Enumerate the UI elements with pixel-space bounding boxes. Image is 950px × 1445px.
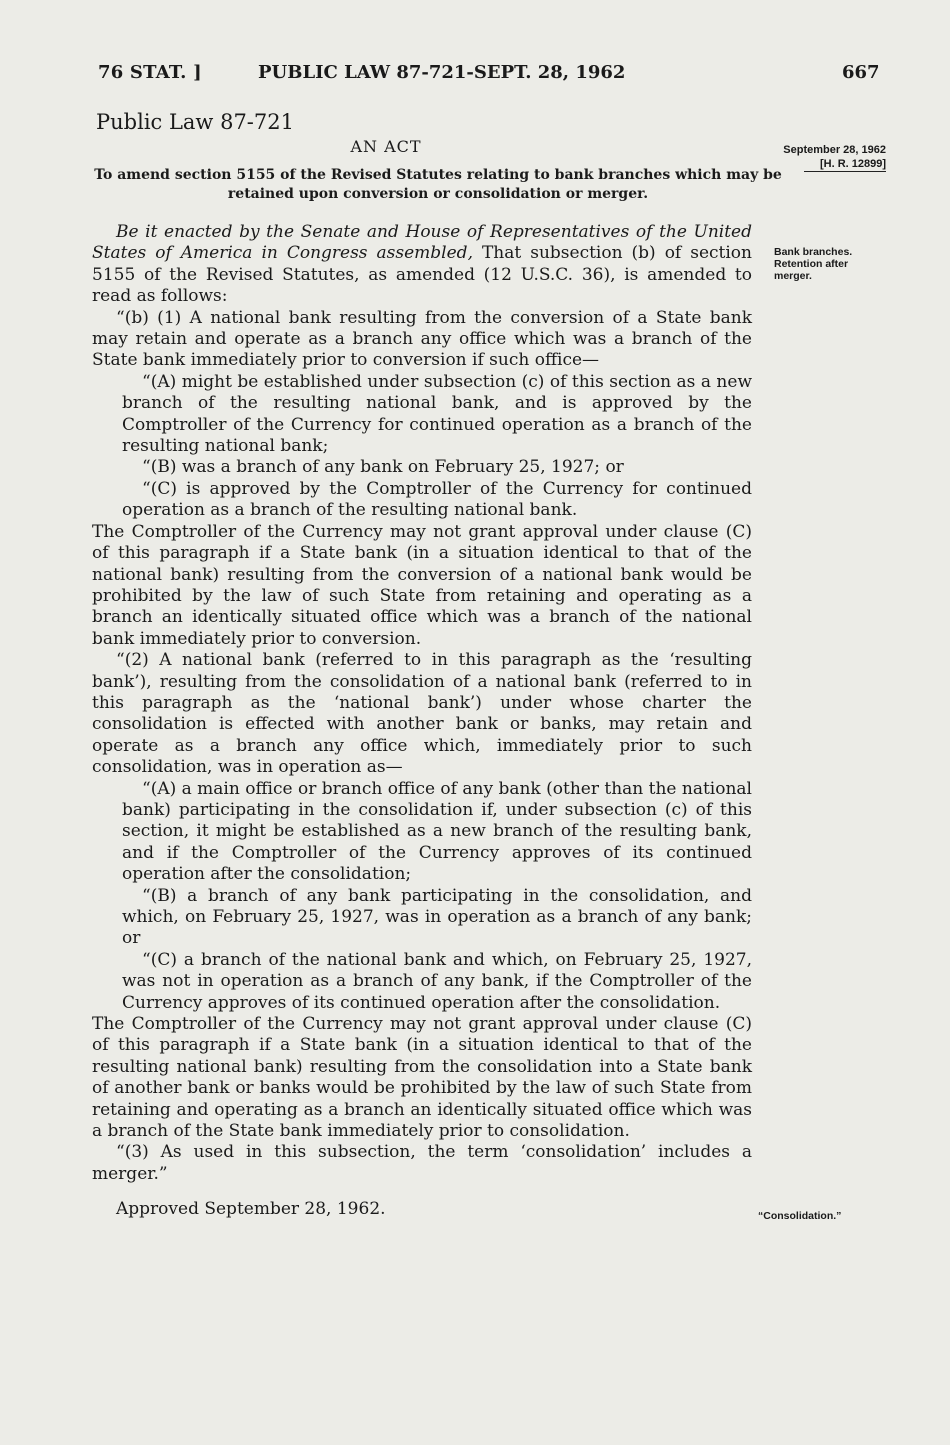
clause-b2-b: “(B) a branch of any bank participating in the consolidation, and which, on February 25, 1927, was in operation as a branch of any bank; or bbox=[122, 885, 752, 949]
page-number: 667 bbox=[842, 62, 880, 83]
paragraph-b1-tail: The Comptroller of the Currency may not grant approval under clause (C) of this paragraph if a State bank (in a situation identical to that of the national bank) resulting from the conversion of a national bank would be prohibited by the law of such State from retaining and operating as a branch an identically situated office which was a branch of the national bank immediately prior to conversion. bbox=[92, 521, 752, 649]
clause-b1-b: “(B) was a branch of any bank on February 25, 1927; or bbox=[142, 457, 624, 478]
enactment-sidenote bbox=[776, 143, 886, 172]
public-law-title: Public Law 87-721 bbox=[96, 110, 294, 134]
paragraph-b2-tail: The Comptroller of the Currency may not grant approval under clause (C) of this paragraph if a State bank (in a situation identical to that of the resulting national bank) resulting from the consolidation into a State bank of another bank or banks would be prohibited by the law of such State from retaining and operating as a branch an identically situated office which was a branch of the State bank immediately prior to consolidation. bbox=[92, 1014, 752, 1142]
bill-number: [H. R. 12899] bbox=[804, 157, 886, 172]
clause-b2-c: “(C) a branch of the national bank and which, on February 25, 1927, was not in operation as a branch of any bank, if the Comptroller of the Currency approves of its continued operation after the consolidation. bbox=[122, 949, 752, 1013]
enacting-clause-italic: Be it enacted by the Senate and House of Representatives of the United States of America in Congress assembled, bbox=[92, 222, 752, 264]
margin-note-consolidation: “Consolidation.” bbox=[758, 1210, 842, 1222]
act-heading: AN ACT bbox=[350, 137, 422, 156]
act-body bbox=[92, 222, 752, 1221]
clause-b2-a: “(A) a main office or branch office of any bank (other than the national bank) participating in the consolidation if, under subsection (c) of this section, it might be established as a new branch of the resulting bank, and if the Comptroller of the Currency approves of its continued operation after the consolidation; bbox=[122, 778, 752, 885]
margin-note-heading: Bank branches. bbox=[774, 246, 853, 258]
enactment-date: September 28, 1962 bbox=[783, 144, 886, 156]
running-header: PUBLIC LAW 87-721-SEPT. 28, 1962 bbox=[258, 62, 626, 83]
paragraph-b1: “(b) (1) A national bank resulting from the conversion of a State bank may retain and operate as a branch any office which was a branch of the State bank immediately prior to conversion if such office— bbox=[92, 307, 752, 371]
clause-b1-c: “(C) is approved by the Comptroller of the Currency for continued operation as a branch of the resulting national bank. bbox=[122, 478, 752, 521]
enacting-clause bbox=[92, 222, 752, 308]
margin-note-bank-branches bbox=[774, 246, 886, 282]
paragraph-b2: “(2) A national bank (referred to in this paragraph as the ‘resulting bank’), resulting from the consolidation of a national bank (referred to in this paragraph as the ‘national bank’) under whose charter the consolidation is effected with another bank or banks, may retain and operate as a branch any office which, immediately prior to such consolidation, was in operation as— bbox=[92, 650, 752, 778]
enacting-clause-text: That subsection (b) of section 5155 of the Revised Statutes, as amended (12 U.S.C. 36), is amended to read as follows: bbox=[92, 243, 752, 307]
approval-line: Approved September 28, 1962. bbox=[116, 1199, 386, 1220]
act-purpose: To amend section 5155 of the Revised Statutes relating to bank branches which may be retained upon conversion or consolidation or merger. bbox=[94, 167, 782, 202]
paragraph-b3: “(3) As used in this subsection, the term ‘consolidation’ includes a merger.” bbox=[92, 1142, 752, 1184]
clause-b1-a: “(A) might be established under subsection (c) of this section as a new branch of the resulting national bank, and is approved by the Comptroller of the Currency for continued operation as a branch of the resulting national bank; bbox=[122, 371, 752, 457]
margin-note-subheading: Retention after merger. bbox=[774, 258, 849, 282]
statute-volume: 76 STAT. ] bbox=[98, 62, 202, 83]
